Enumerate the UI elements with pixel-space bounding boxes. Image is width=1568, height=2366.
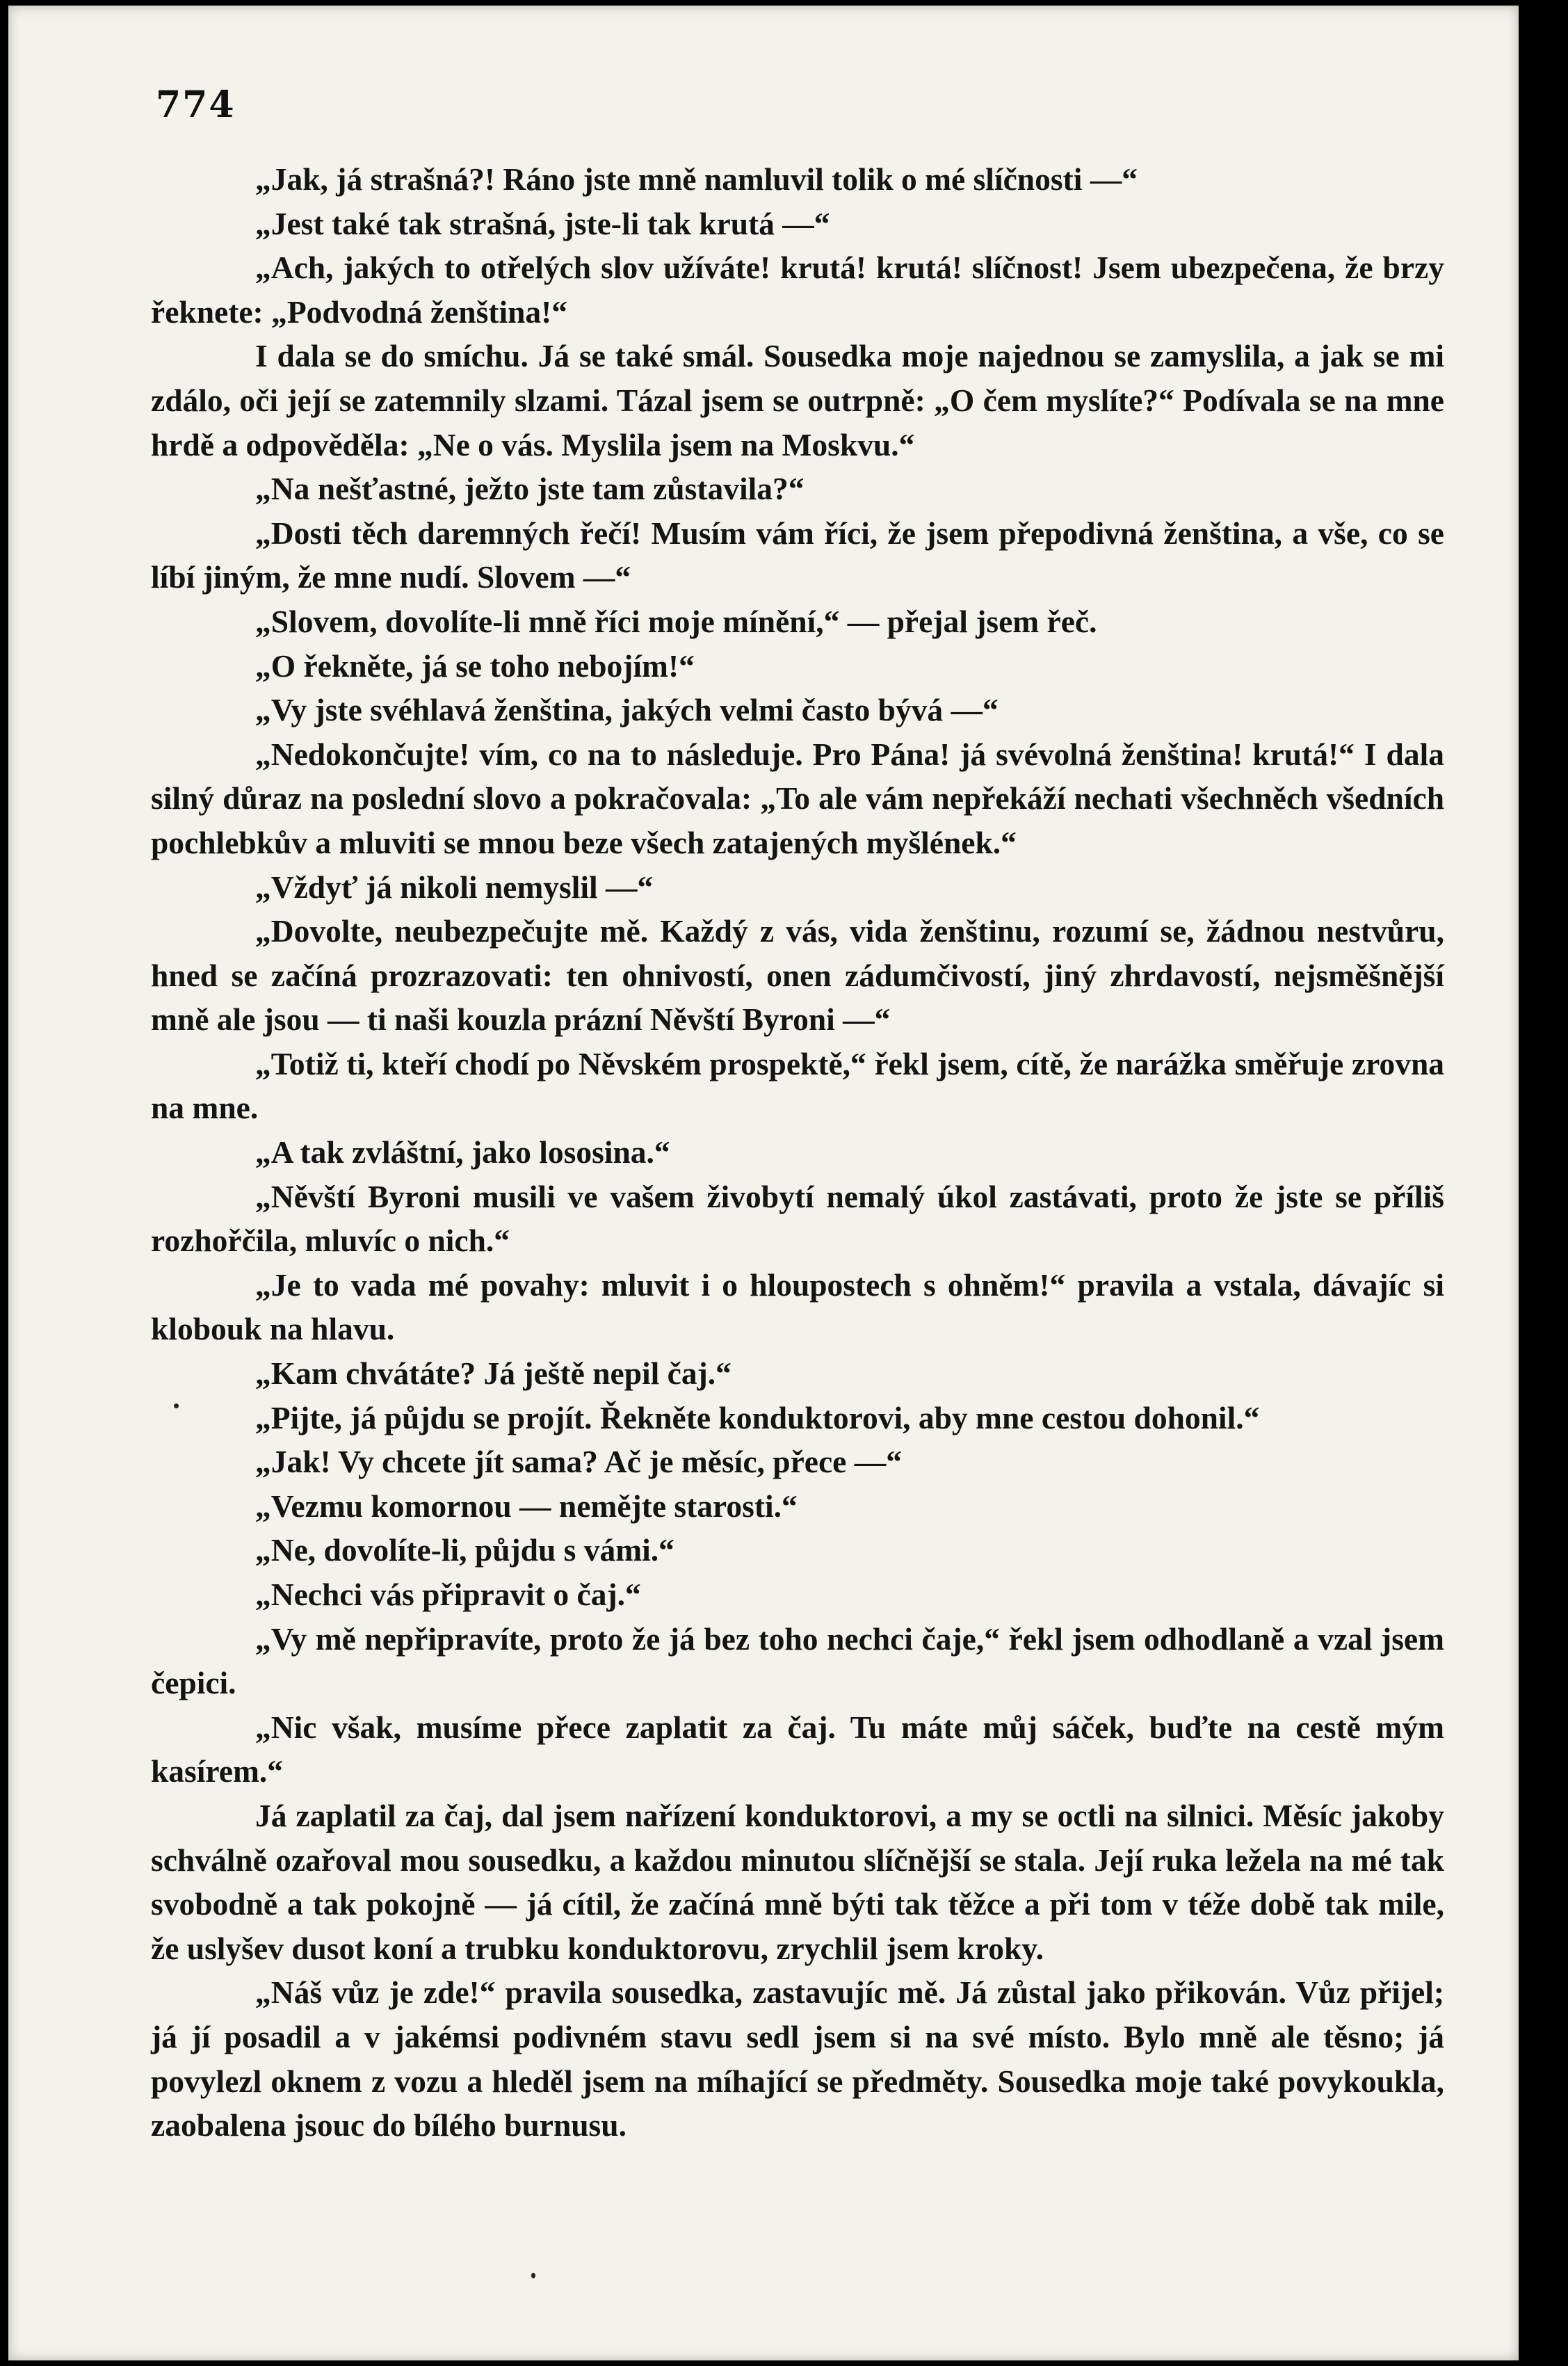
paragraph: „Vždyť já nikoli nemyslil —“: [255, 869, 654, 905]
paragraph: Já zaplatil za čaj, dal jsem nařízení konduktorovi, a my se octli na silnici. Měsíc jakoby schválně ozařoval mou sousedku, a každou minutou slíčnější se stala. Její ruka ležela na mé tak svobodně a tak pokojně — já cítil, že začíná mně býti tak těžce a při tom v téže době tak mile, že uslyšev dusot koní a trubku konduktorovu, zrychlil jsem kroky.: [151, 1797, 1444, 1966]
paragraph: „Kam chvátáte? Já ještě nepil čaj.“: [255, 1355, 732, 1392]
book-page: [8, 6, 1519, 2360]
paragraph: „Nechci vás připravit o čaj.“: [255, 1577, 641, 1612]
paragraph: „Dosti těch daremných řečí! Musím vám říci, že jsem přepodivná ženština, a vše, co se líbí jiným, že mne nudí. Slovem —“: [151, 515, 1444, 595]
paragraph: „Vy jste svéhlavá ženština, jakých velmi často bývá —“: [255, 692, 999, 728]
print-speck: [531, 2273, 535, 2278]
paragraph: „Pijte, já půjdu se projít. Řekněte konduktorovi, aby mne cestou dohonil.“: [255, 1399, 1260, 1435]
paragraph: „Dovolte, neubezpečujte mě. Každý z vás, vida ženštinu, rozumí se, žádnou nestvůru, hned se začíná prozrazovati: ten ohnivostí, onen zádumčivostí, jiný zhrdavostí, nejsměšnější mně ale jsou — ti naši kouzla prázní Něvští Byroni —“: [151, 913, 1444, 1038]
paragraph: „Jak, já strašná?! Ráno jste mně namluvil tolik o mé slíčnosti —“: [255, 161, 1138, 197]
print-speck: [174, 1403, 179, 1408]
paragraph: „A tak zvláštní, jako lososina.“: [255, 1134, 670, 1170]
paragraph: „Jest také tak strašná, jste-li tak krutá —“: [255, 205, 830, 241]
paragraph: „Je to vada mé povahy: mluvit i o hloupostech s ohněm!“ pravila a vstala, dávajíc si klobouk na hlavu.: [151, 1266, 1444, 1347]
paragraph: „Totiž ti, kteří chodí po Něvském prospektě,“ řekl jsem, cítě, že narážka směřuje zrovna na mne.: [151, 1045, 1444, 1126]
paragraph: „Jak! Vy chcete jít sama? Ač je měsíc, přece —“: [255, 1444, 902, 1480]
paragraph: „Nic však, musíme přece zaplatit za čaj. Tu máte můj sáček, buďte na cestě mým kasírem.“: [151, 1709, 1444, 1789]
paragraph: „Ach, jakých to otřelých slov užíváte! krutá! krutá! slíčnost! Jsem ubezpečena, že brzy řeknete: „Podvodná ženština!“: [151, 250, 1444, 330]
paragraph: „Slovem, dovolíte-li mně říci moje mínění,“ — přejal jsem řeč.: [255, 603, 1097, 639]
paragraph: „Náš vůz je zde!“ pravila sousedka, zastavujíc mě. Já zůstal jako přikován. Vůz přijel; já jí posadil a v jakémsi podivném stavu sedl jsem si na své místo. Bylo mně ale těsno; já povylezl oknem z vozu a hleděl jsem na míhající se předměty. Sousedka moje také povykoukla, zaobalena jsouc do bílého burnusu.: [151, 1974, 1444, 2143]
paragraph: „Vy mě nepřipravíte, proto že já bez toho nechci čaje,“ řekl jsem odhodlaně a vzal jsem čepici.: [151, 1620, 1444, 1701]
paragraph: „O řekněte, já se toho nebojím!“: [255, 647, 695, 684]
paragraph: „Něvští Byroni musili ve vašem živobytí nemalý úkol zastávati, proto že jste se příliš rozhořčila, mluvíc o nich.“: [151, 1178, 1444, 1259]
page-number: 774: [156, 83, 236, 126]
paragraph: „Nedokončujte! vím, co na to následuje. Pro Pána! já svévolná ženština! krutá!“ I dala silný důraz na poslední slovo a pokračovala: „To ale vám nepřekáží nechati všechněch všedních pochlebkův a mluviti se mnou beze všech zatajených myšlének.“: [151, 736, 1444, 860]
paragraph: I dala se do smíchu. Já se také smál. Sousedka moje najednou se zamyslila, a jak se mi zdálo, oči její se zatemnily slzami. Tázal jsem se outrpně: „O čem myslíte?“ Podívala se na mne hrdě a odpověděla: „Ne o vás. Myslila jsem na Moskvu.“: [151, 338, 1444, 462]
page-text: [151, 157, 1444, 2148]
paragraph: „Na nešťastné, ježto jste tam zůstavila?“: [255, 471, 805, 507]
paragraph: „Ne, dovolíte-li, půjdu s vámi.“: [255, 1532, 674, 1568]
scan-border: [1519, 0, 1568, 2366]
paragraph: „Vezmu komornou — nemějte starosti.“: [255, 1488, 798, 1524]
